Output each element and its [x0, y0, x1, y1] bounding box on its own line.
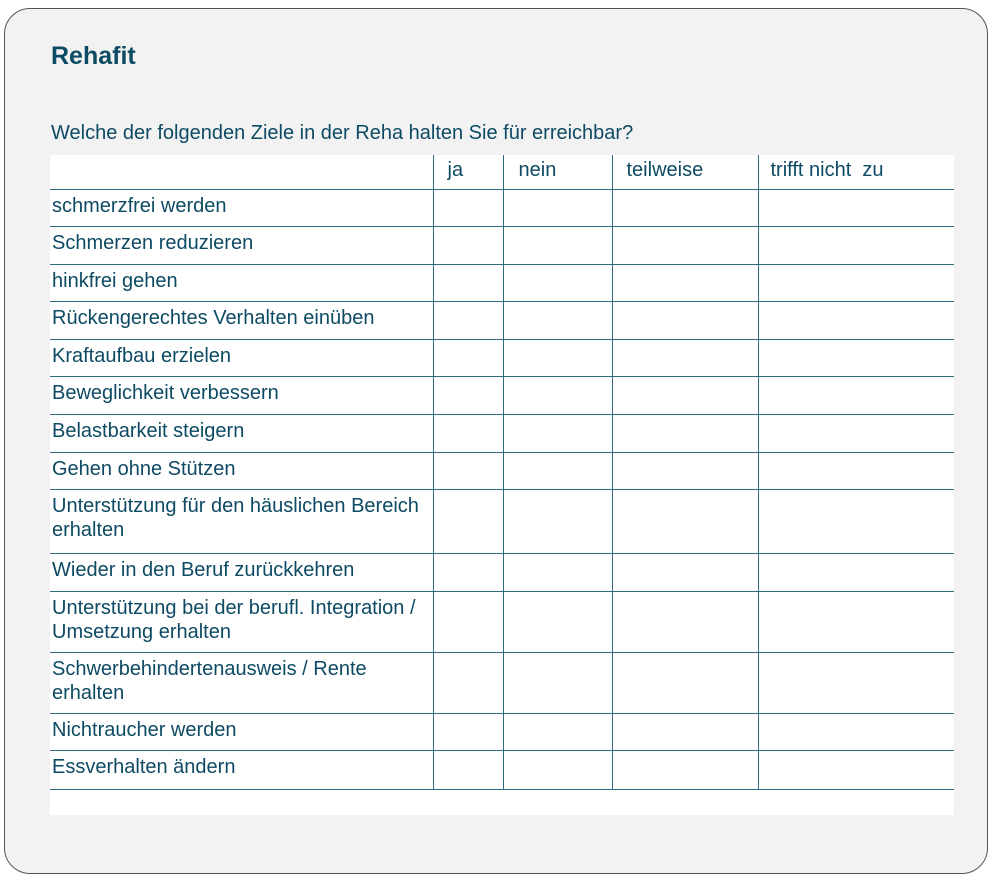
answer-cell-ja[interactable] — [433, 452, 503, 489]
answer-cell-ja[interactable] — [433, 489, 503, 553]
answer-cell-trifft-nicht-zu[interactable] — [758, 591, 954, 652]
answer-cell-nein[interactable] — [503, 226, 612, 264]
answer-cell-teilweise[interactable] — [612, 376, 758, 414]
answer-cell-teilweise[interactable] — [612, 652, 758, 713]
answer-cell-trifft-nicht-zu[interactable] — [758, 750, 954, 789]
form-title: Rehafit — [51, 42, 136, 70]
table-row — [50, 489, 954, 553]
table-row — [50, 414, 954, 452]
answer-cell-teilweise[interactable] — [612, 301, 758, 339]
header-goal-column — [50, 155, 433, 189]
answer-cell-ja[interactable] — [433, 376, 503, 414]
goal-label: Kraftaufbau erzielen — [50, 339, 433, 376]
goal-label: hinkfrei gehen — [50, 264, 433, 301]
question-text: Welche der folgenden Ziele in der Reha halten Sie für erreichbar? — [51, 122, 634, 144]
answer-cell-teilweise[interactable] — [612, 553, 758, 591]
answer-cell-trifft-nicht-zu[interactable] — [758, 553, 954, 591]
answer-cell-ja[interactable] — [433, 226, 503, 264]
table-row — [50, 652, 954, 713]
goal-label: Belastbarkeit steigern — [50, 414, 433, 452]
table-row — [50, 301, 954, 339]
answer-cell-trifft-nicht-zu[interactable] — [758, 376, 954, 414]
table-row — [50, 339, 954, 376]
table-row — [50, 750, 954, 789]
answer-cell-teilweise[interactable] — [612, 591, 758, 652]
answer-cell-nein[interactable] — [503, 376, 612, 414]
answer-cell-ja[interactable] — [433, 591, 503, 652]
goal-label: Essverhalten ändern — [50, 750, 433, 789]
answer-cell-teilweise[interactable] — [612, 713, 758, 750]
answer-cell-ja[interactable] — [433, 750, 503, 789]
answer-cell-nein[interactable] — [503, 414, 612, 452]
answer-cell-trifft-nicht-zu[interactable] — [758, 489, 954, 553]
answer-cell-teilweise[interactable] — [612, 189, 758, 226]
goal-label: Unterstützung für den häuslichen Bereich erhalten — [50, 489, 433, 553]
answer-cell-ja[interactable] — [433, 301, 503, 339]
goal-label: Schwerbehindertenausweis / Rente erhalten — [50, 652, 433, 713]
header-trifft-nicht-zu: trifft nicht zu — [758, 155, 954, 189]
answer-cell-nein[interactable] — [503, 264, 612, 301]
table-row — [50, 452, 954, 489]
goal-label: Unterstützung bei der berufl. Integration / Umsetzung erhalten — [50, 591, 433, 652]
answer-cell-nein[interactable] — [503, 301, 612, 339]
goal-label: Gehen ohne Stützen — [50, 452, 433, 489]
answer-cell-trifft-nicht-zu[interactable] — [758, 339, 954, 376]
table-row — [50, 553, 954, 591]
answer-cell-teilweise[interactable] — [612, 452, 758, 489]
answer-cell-nein[interactable] — [503, 339, 612, 376]
goal-label: Nichtraucher werden — [50, 713, 433, 750]
answer-cell-ja[interactable] — [433, 414, 503, 452]
answer-cell-trifft-nicht-zu[interactable] — [758, 652, 954, 713]
goals-table-container — [50, 155, 954, 815]
goal-label: Wieder in den Beruf zurückkehren — [50, 553, 433, 591]
table-row — [50, 376, 954, 414]
goal-label: schmerzfrei werden — [50, 189, 433, 226]
table-row — [50, 226, 954, 264]
answer-cell-ja[interactable] — [433, 189, 503, 226]
table-row — [50, 189, 954, 226]
answer-cell-trifft-nicht-zu[interactable] — [758, 713, 954, 750]
answer-cell-nein[interactable] — [503, 713, 612, 750]
answer-cell-trifft-nicht-zu[interactable] — [758, 264, 954, 301]
answer-cell-ja[interactable] — [433, 553, 503, 591]
answer-cell-nein[interactable] — [503, 652, 612, 713]
table-header-row — [50, 155, 954, 189]
table-row — [50, 713, 954, 750]
header-ja: ja — [433, 155, 503, 189]
answer-cell-teilweise[interactable] — [612, 226, 758, 264]
answer-cell-nein[interactable] — [503, 553, 612, 591]
answer-cell-nein[interactable] — [503, 489, 612, 553]
answer-cell-ja[interactable] — [433, 652, 503, 713]
answer-cell-trifft-nicht-zu[interactable] — [758, 414, 954, 452]
answer-cell-ja[interactable] — [433, 339, 503, 376]
answer-cell-teilweise[interactable] — [612, 414, 758, 452]
table-row — [50, 591, 954, 652]
goal-label: Beweglichkeit verbessern — [50, 376, 433, 414]
goals-table — [50, 155, 954, 790]
answer-cell-nein[interactable] — [503, 452, 612, 489]
answer-cell-nein[interactable] — [503, 750, 612, 789]
answer-cell-teilweise[interactable] — [612, 339, 758, 376]
answer-cell-ja[interactable] — [433, 264, 503, 301]
answer-cell-ja[interactable] — [433, 713, 503, 750]
goal-label: Rückengerechtes Verhalten einüben — [50, 301, 433, 339]
answer-cell-teilweise[interactable] — [612, 750, 758, 789]
answer-cell-trifft-nicht-zu[interactable] — [758, 226, 954, 264]
header-nein: nein — [503, 155, 612, 189]
answer-cell-teilweise[interactable] — [612, 264, 758, 301]
form-card — [4, 8, 988, 874]
answer-cell-teilweise[interactable] — [612, 489, 758, 553]
answer-cell-trifft-nicht-zu[interactable] — [758, 301, 954, 339]
header-teilweise: teilweise — [612, 155, 758, 189]
table-row — [50, 264, 954, 301]
goal-label: Schmerzen reduzieren — [50, 226, 433, 264]
answer-cell-nein[interactable] — [503, 591, 612, 652]
answer-cell-nein[interactable] — [503, 189, 612, 226]
answer-cell-trifft-nicht-zu[interactable] — [758, 189, 954, 226]
answer-cell-trifft-nicht-zu[interactable] — [758, 452, 954, 489]
